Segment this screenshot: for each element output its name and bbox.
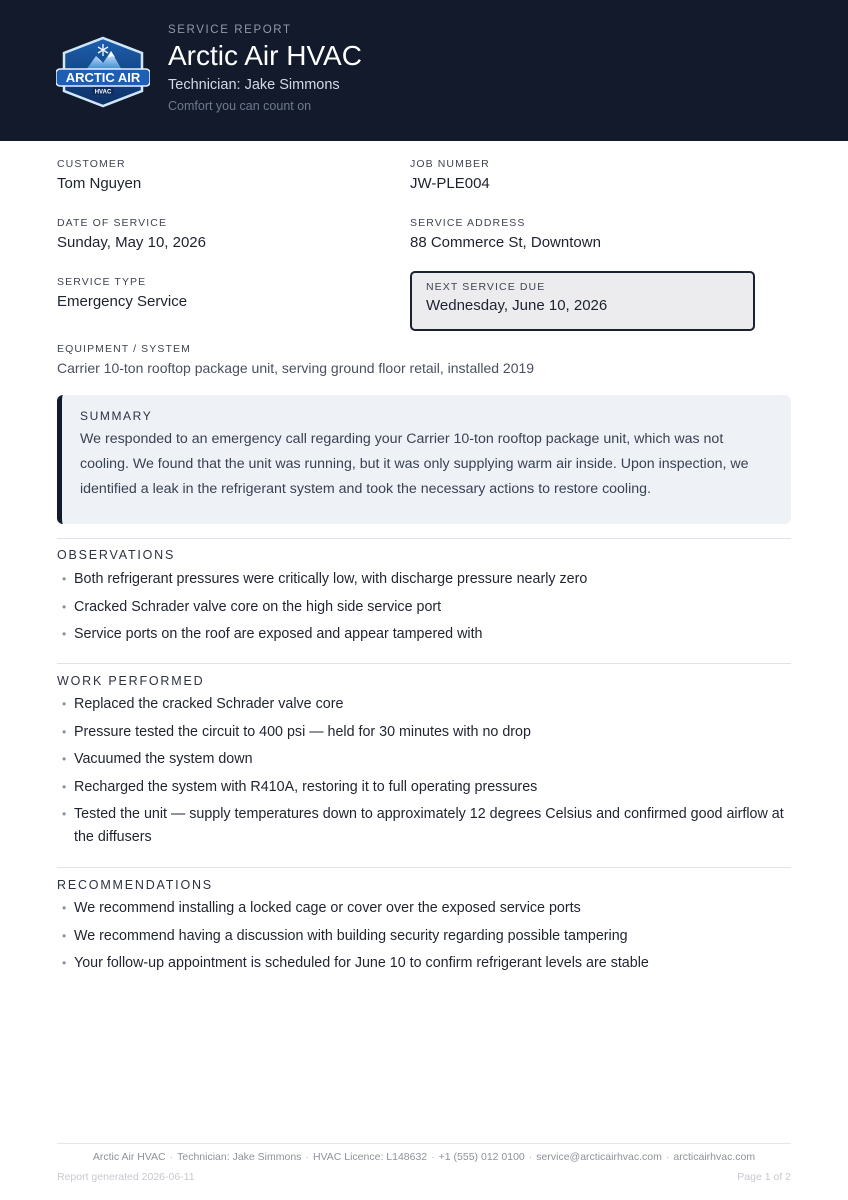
next-service-box — [410, 271, 755, 331]
report-type: SERVICE REPORT — [168, 24, 292, 36]
service-type-field — [57, 276, 187, 310]
footer-email: service@arcticairhvac.com — [536, 1151, 662, 1163]
company-logo — [56, 36, 150, 108]
list-item-text: Replaced the cracked Schrader valve core — [74, 696, 344, 712]
list-item — [57, 897, 797, 920]
service-type-label: SERVICE TYPE — [57, 276, 147, 288]
list-item-text: Pressure tested the circuit to 400 psi — held for 30 minutes with no drop — [74, 723, 531, 740]
company-tagline: Comfort you can count on — [168, 99, 312, 113]
summary-label: SUMMARY — [80, 409, 153, 423]
bullet-icon: • — [62, 724, 67, 739]
observations-heading: OBSERVATIONS — [57, 548, 176, 562]
logo-wordmark: ARCTIC AIR — [65, 70, 141, 85]
list-item-text: Your follow-up appointment is scheduled for June 10 to confirm refrigerant levels are stable — [74, 955, 649, 971]
summary-text: We responded to an emergency call regarding your Carrier 10-ton rooftop package unit, which was not cooling. We found that the unit was running, but it was only supplying warm air inside. Upon inspection, we identified a leak in the refrigerant system and took the necessary actions to restore cooling. — [80, 431, 749, 497]
list-item-text: We recommend having a discussion with building security regarding possible tampering — [74, 927, 628, 944]
footer-divider — [57, 1143, 791, 1144]
report-header — [0, 0, 848, 141]
bullet-icon: • — [62, 956, 67, 970]
equipment-field — [57, 343, 797, 376]
footer-technician: Technician: Jake Simmons — [177, 1151, 302, 1163]
customer-value: Tom Nguyen — [57, 175, 142, 192]
address-value: 88 Commerce St, Downtown — [410, 234, 601, 251]
footer-contact — [0, 1151, 848, 1163]
list-item — [57, 803, 797, 849]
footer-separator: · — [528, 1151, 533, 1163]
bullet-icon: • — [62, 901, 67, 915]
bullet-icon: • — [62, 697, 67, 711]
bullet-icon: • — [62, 599, 67, 614]
next-service-label: NEXT SERVICE DUE — [426, 281, 546, 293]
technician-name: Technician: Jake Simmons — [168, 77, 340, 93]
job-number-field — [410, 158, 490, 192]
job-number-value: JW-PLE004 — [410, 175, 490, 192]
work-performed-list — [57, 693, 797, 854]
list-item — [57, 748, 797, 771]
date-value: Sunday, May 10, 2026 — [57, 234, 206, 251]
footer-phone: +1 (555) 012 0100 — [438, 1151, 525, 1163]
footer-website: arcticairhvac.com — [673, 1151, 756, 1163]
list-item — [57, 721, 797, 744]
next-service-value: Wednesday, June 10, 2026 — [426, 297, 608, 314]
bullet-icon: • — [62, 807, 67, 821]
list-item — [57, 623, 797, 646]
bullet-icon: • — [62, 928, 67, 943]
work-performed-heading: WORK PERFORMED — [57, 674, 205, 688]
equipment-value: Carrier 10-ton rooftop package unit, serving ground floor retail, installed 2019 — [57, 360, 535, 376]
footer-separator: · — [665, 1151, 670, 1163]
bullet-icon: • — [62, 752, 67, 766]
footer-separator: · — [305, 1151, 309, 1163]
list-item-text: Tested the unit — supply temperatures down to approximately 12 degrees Celsius and confirmed good airflow at the diffusers — [74, 806, 784, 845]
recommendations-list — [57, 897, 797, 980]
date-label: DATE OF SERVICE — [57, 217, 168, 229]
list-item-text: Cracked Schrader valve core on the high side service port — [74, 598, 442, 615]
address-field — [410, 217, 601, 251]
list-item — [57, 596, 797, 619]
page-number: Page 1 of 2 — [737, 1171, 791, 1183]
bullet-icon: • — [62, 572, 67, 586]
customer-label: CUSTOMER — [57, 158, 126, 170]
header-text — [168, 24, 362, 113]
footer-company: Arctic Air HVAC — [92, 1151, 166, 1163]
address-label: SERVICE ADDRESS — [410, 217, 526, 229]
summary-panel — [57, 395, 791, 524]
list-item — [57, 925, 797, 948]
footer-licence: HVAC Licence: L148632 — [312, 1151, 428, 1163]
logo-subtext: HVAC — [94, 89, 112, 96]
job-number-label: JOB NUMBER — [410, 158, 490, 170]
list-item-text: Both refrigerant pressures were critically low, with discharge pressure nearly zero — [74, 571, 588, 587]
list-item-text: Vacuumed the system down — [74, 751, 253, 767]
recommendations-heading: RECOMMENDATIONS — [57, 878, 213, 892]
list-item — [57, 952, 797, 975]
section-divider — [57, 867, 791, 868]
bullet-icon: • — [62, 779, 67, 794]
list-item-text: Recharged the system with R410A, restoring it to full operating pressures — [74, 778, 538, 795]
footer-separator: · — [431, 1151, 435, 1163]
service-type-value: Emergency Service — [57, 293, 188, 310]
list-item-text: Service ports on the roof are exposed and appear tampered with — [74, 626, 483, 642]
company-name: Arctic Air HVAC — [168, 40, 362, 71]
date-field — [57, 217, 206, 251]
equipment-label: EQUIPMENT / SYSTEM — [57, 343, 191, 355]
list-item — [57, 776, 797, 799]
bullet-icon: • — [62, 627, 67, 641]
customer-field — [57, 158, 141, 192]
report-generated-date: Report generated 2026-06-11 — [57, 1171, 195, 1183]
observations-list — [57, 568, 797, 651]
list-item-text: We recommend installing a locked cage or cover over the exposed service ports — [74, 900, 581, 916]
footer-separator: · — [169, 1151, 174, 1163]
section-divider — [57, 538, 791, 539]
section-divider — [57, 663, 791, 664]
list-item — [57, 693, 797, 716]
list-item — [57, 568, 797, 591]
